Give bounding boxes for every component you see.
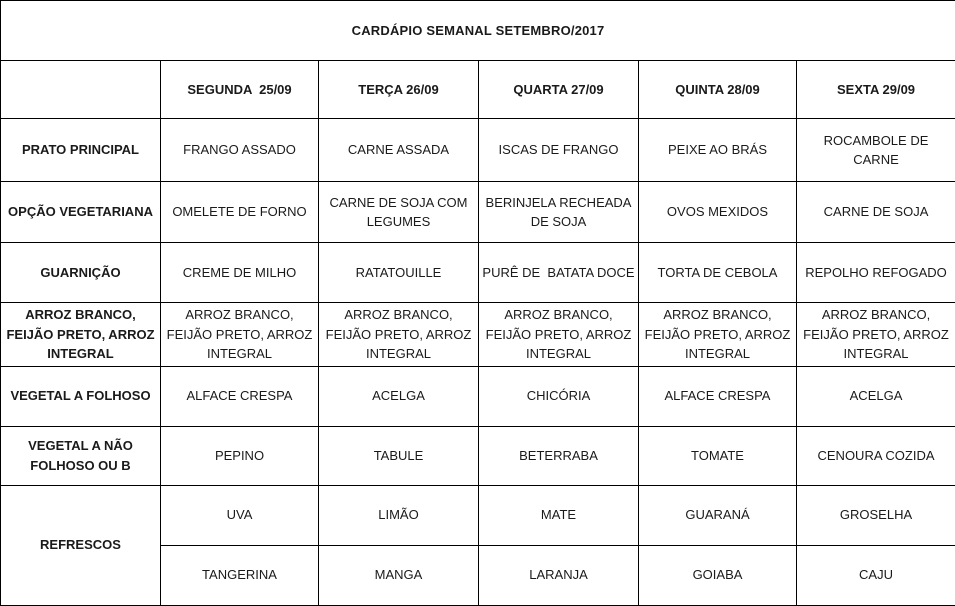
row-label-arroz-feijao: ARROZ BRANCO, FEIJÃO PRETO, ARROZ INTEGRAL [1, 303, 161, 367]
menu-cell: CARNE ASSADA [319, 119, 479, 182]
menu-cell: MATE [479, 485, 639, 545]
row-label-opcao-vegetariana: OPÇÃO VEGETARIANA [1, 182, 161, 243]
corner-cell [1, 61, 161, 119]
menu-cell: ISCAS DE FRANGO [479, 119, 639, 182]
menu-cell: UVA [161, 485, 319, 545]
menu-cell: BETERRABA [479, 426, 639, 485]
menu-cell: TOMATE [639, 426, 797, 485]
menu-cell: CREME DE MILHO [161, 243, 319, 303]
menu-cell: ARROZ BRANCO, FEIJÃO PRETO, ARROZ INTEGRAL [161, 303, 319, 367]
row-label-prato-principal: PRATO PRINCIPAL [1, 119, 161, 182]
menu-cell: CHICÓRIA [479, 366, 639, 426]
day-header-row [1, 61, 955, 119]
row-arroz-feijao [1, 303, 955, 367]
menu-cell: OMELETE DE FORNO [161, 182, 319, 243]
menu-cell: MANGA [319, 545, 479, 605]
menu-cell: LARANJA [479, 545, 639, 605]
menu-cell: TANGERINA [161, 545, 319, 605]
menu-cell: PURÊ DE BATATA DOCE [479, 243, 639, 303]
menu-cell: CARNE DE SOJA COM LEGUMES [319, 182, 479, 243]
menu-cell: BERINJELA RECHEADA DE SOJA [479, 182, 639, 243]
day-header-quarta: QUARTA 27/09 [479, 61, 639, 119]
menu-cell: ALFACE CRESPA [639, 366, 797, 426]
menu-cell: LIMÃO [319, 485, 479, 545]
day-header-sexta: SEXTA 29/09 [797, 61, 955, 119]
menu-cell: ARROZ BRANCO, FEIJÃO PRETO, ARROZ INTEGRAL [479, 303, 639, 367]
row-label-vegetal-folhoso: VEGETAL A FOLHOSO [1, 366, 161, 426]
menu-cell: GROSELHA [797, 485, 955, 545]
menu-cell: GOIABA [639, 545, 797, 605]
row-vegetal-folhoso [1, 366, 955, 426]
row-label-refrescos: REFRESCOS [1, 485, 161, 605]
menu-cell: GUARANÁ [639, 485, 797, 545]
row-label-guarnicao: GUARNIÇÃO [1, 243, 161, 303]
row-label-vegetal-nao-folhoso: VEGETAL A NÃO FOLHOSO OU B [1, 426, 161, 485]
menu-cell: ALFACE CRESPA [161, 366, 319, 426]
menu-cell: REPOLHO REFOGADO [797, 243, 955, 303]
menu-cell: ACELGA [319, 366, 479, 426]
menu-cell: CARNE DE SOJA [797, 182, 955, 243]
row-vegetal-nao-folhoso [1, 426, 955, 485]
menu-cell: CAJU [797, 545, 955, 605]
menu-cell: TABULE [319, 426, 479, 485]
day-header-quinta: QUINTA 28/09 [639, 61, 797, 119]
row-guarnicao [1, 243, 955, 303]
menu-cell: ARROZ BRANCO, FEIJÃO PRETO, ARROZ INTEGRAL [319, 303, 479, 367]
menu-cell: PEPINO [161, 426, 319, 485]
menu-cell: ARROZ BRANCO, FEIJÃO PRETO, ARROZ INTEGRAL [797, 303, 955, 367]
menu-cell: ARROZ BRANCO, FEIJÃO PRETO, ARROZ INTEGRAL [639, 303, 797, 367]
menu-cell: ACELGA [797, 366, 955, 426]
menu-cell: FRANGO ASSADO [161, 119, 319, 182]
menu-cell: OVOS MEXIDOS [639, 182, 797, 243]
menu-cell: ROCAMBOLE DE CARNE [797, 119, 955, 182]
menu-cell: RATATOUILLE [319, 243, 479, 303]
menu-cell: CENOURA COZIDA [797, 426, 955, 485]
menu-cell: TORTA DE CEBOLA [639, 243, 797, 303]
title-row [1, 1, 955, 61]
day-header-segunda: SEGUNDA 25/09 [161, 61, 319, 119]
menu-title: CARDÁPIO SEMANAL SETEMBRO/2017 [1, 1, 955, 61]
row-prato-principal [1, 119, 955, 182]
menu-cell: PEIXE AO BRÁS [639, 119, 797, 182]
row-refrescos-1 [1, 485, 955, 545]
day-header-terca: TERÇA 26/09 [319, 61, 479, 119]
row-opcao-vegetariana [1, 182, 955, 243]
